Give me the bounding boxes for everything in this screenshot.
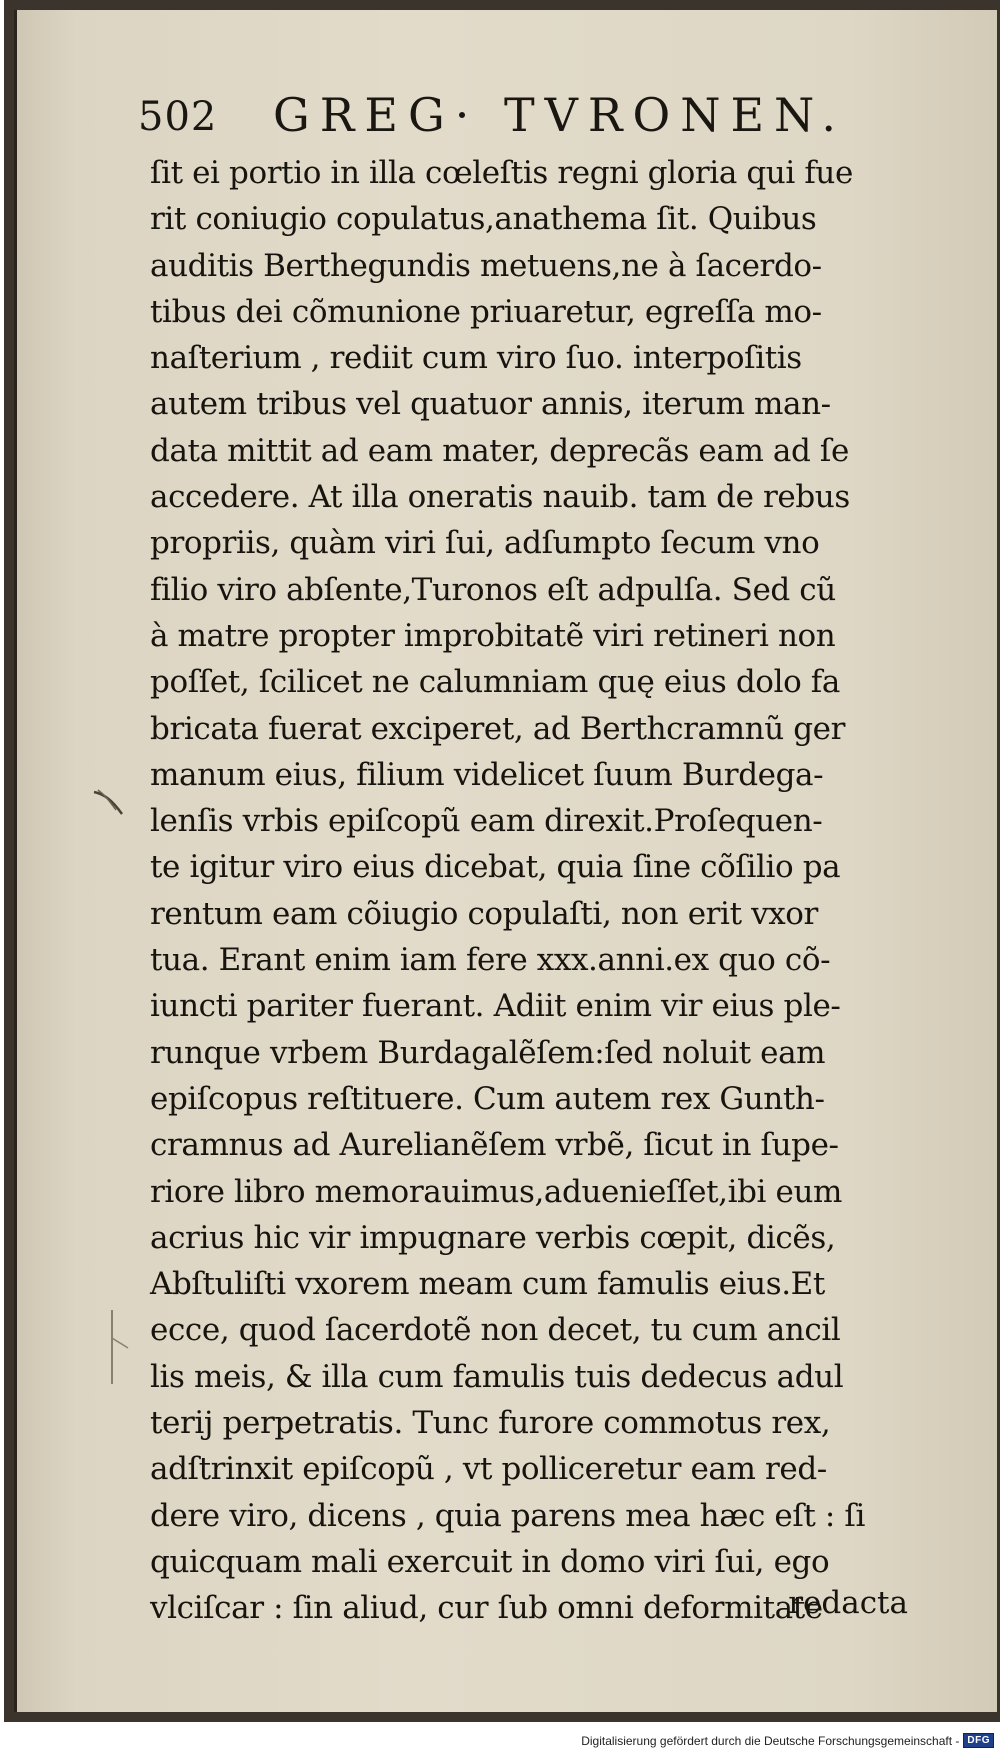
text-line: filio viro abſente,Turonos eſt adpulſa. Sed cũ bbox=[150, 571, 836, 608]
text-line: adſtrinxit epiſcopũ , vt polliceretur eam red- bbox=[150, 1451, 827, 1488]
margin-pen-mark-icon bbox=[92, 788, 132, 818]
text-line: dere viro, dicens , quia parens mea hæc eſt : ſi bbox=[150, 1497, 866, 1534]
text-line: manum eius, filium videlicet ſuum Burdega- bbox=[150, 756, 824, 793]
dfg-logo: DFG bbox=[963, 1733, 994, 1748]
text-line: rit coniugio copulatus,anathema ſit. Quibus bbox=[150, 201, 817, 238]
page-number: 502 bbox=[138, 94, 218, 140]
text-line: rentum eam cõiugio copulaſti, non erit vxor bbox=[150, 895, 818, 932]
text-line: autem tribus vel quatuor annis, iterum man- bbox=[150, 386, 831, 423]
credit-text: Digitalisierung gefördert durch die Deutsche Forschungsgemeinschaft - bbox=[581, 1733, 960, 1748]
text-line: à matre propter improbitatẽ viri retineri non bbox=[150, 617, 836, 654]
text-line: tibus dei cõmunione priuaretur, egreſſa mo- bbox=[150, 293, 822, 330]
digitization-credit bbox=[581, 1733, 994, 1748]
catchword: redacta bbox=[788, 1585, 908, 1621]
text-line: ſit ei portio in illa cœleſtis regni gloria qui fue bbox=[150, 155, 853, 191]
text-line: cramnus ad Aurelianẽſem vrbẽ, ſicut in ſupe- bbox=[150, 1127, 839, 1164]
text-line: naſterium , rediit cum viro ſuo. interpoſitis bbox=[150, 340, 802, 377]
body-text bbox=[150, 150, 920, 1632]
text-line: poſſet, ſcilicet ne calumniam quę eius dolo fa bbox=[150, 664, 840, 701]
text-line: riore libro memorauimus,aduenieſſet,ibi eum bbox=[150, 1173, 843, 1210]
text-line: terij perpetratis. Tunc furore commotus rex, bbox=[150, 1405, 831, 1442]
text-line: bricata fuerat exciperet, ad Berthcramnũ ger bbox=[150, 710, 846, 747]
text-line: epiſcopus reſtituere. Cum autem rex Gunth- bbox=[150, 1080, 825, 1117]
text-line: auditis Berthegundis metuens,ne à ſacerdo- bbox=[150, 247, 822, 284]
text-line: vlciſcar : ſin aliud, cur ſub omni deformitate bbox=[150, 1590, 823, 1627]
running-title: GREG· TVRONEN. bbox=[273, 88, 846, 142]
text-line: te igitur viro eius dicebat, quia ſine cõſilio pa bbox=[150, 849, 841, 886]
text-line: tua. Erant enim iam fere xxx.anni.ex quo cõ- bbox=[150, 942, 831, 979]
text-line: runque vrbem Burdagalẽſem:ſed noluit eam bbox=[150, 1034, 826, 1071]
text-line: iuncti pariter fuerant. Adiit enim vir eius ple- bbox=[150, 988, 841, 1025]
text-line: lenſis vrbis epiſcopũ eam direxit.Proſequen- bbox=[150, 803, 823, 840]
text-line: data mittit ad eam mater, deprecãs eam ad ſe bbox=[150, 432, 849, 469]
text-line: ecce, quod ſacerdotẽ non decet, tu cum ancil bbox=[150, 1312, 841, 1349]
text-line: acrius hic vir impugnare verbis cœpit, dicẽs, bbox=[150, 1219, 836, 1256]
text-line: Abſtuliſti vxorem meam cum famulis eius.Et bbox=[150, 1266, 825, 1303]
text-line: quicquam mali exercuit in domo viri ſui, ego bbox=[150, 1543, 830, 1580]
margin-bracket-mark-icon bbox=[104, 1308, 134, 1388]
text-line: lis meis, & illa cum famulis tuis dedecus adul bbox=[150, 1358, 844, 1395]
text-line: propriis, quàm viri ſui, adſumpto ſecum vno bbox=[150, 525, 820, 562]
text-line: accedere. At illa oneratis nauib. tam de rebus bbox=[150, 479, 850, 516]
running-head bbox=[138, 88, 846, 148]
